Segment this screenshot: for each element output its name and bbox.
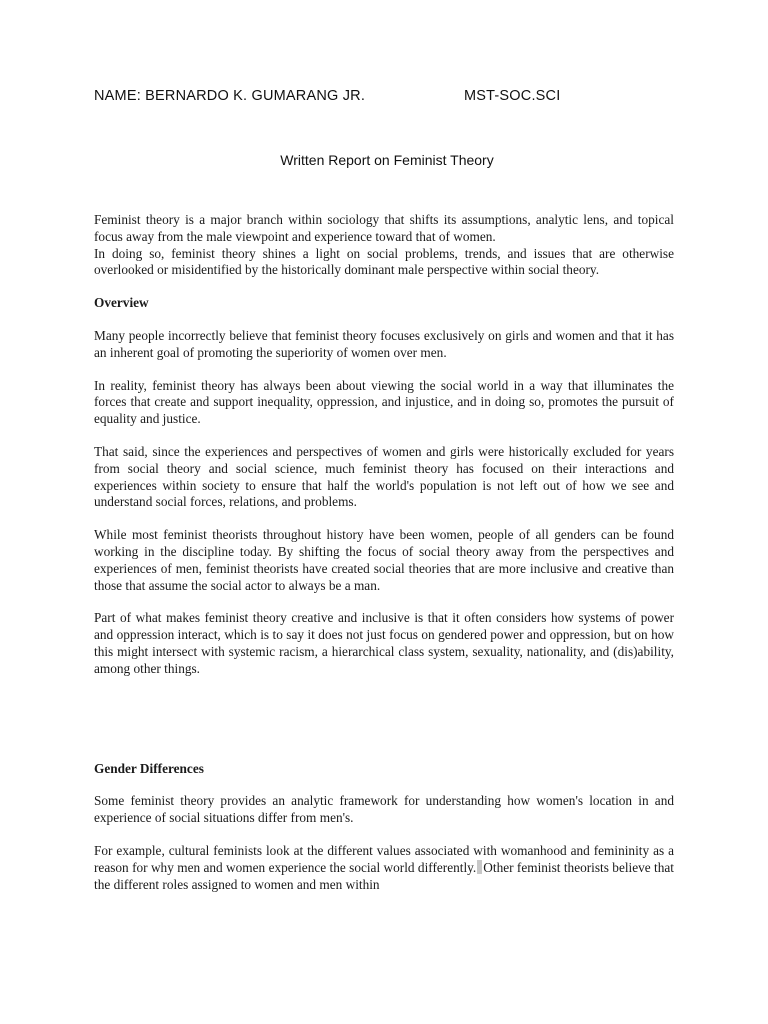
overview-paragraph: In reality, feminist theory has always been about viewing the social world in a way that illuminates the forces that create and support inequality, oppression, and injustice, and in doing so, promotes the pursuit of equality and justice. (94, 377, 674, 427)
intro-paragraph: Feminist theory is a major branch within sociology that shifts its assumptions, analytic lens, and topical focus away from the male viewpoint and experience toward that of women. (94, 212, 674, 244)
document-header (94, 88, 694, 110)
overview-paragraph: While most feminist theorists throughout history have been women, people of all genders can be found working in the discipline today. By shifting the focus of social theory away from the perspectives and experiences of men, feminist theorists have created social theories that are more inclusive and creative than those that assume the social actor to always be a man. (94, 527, 674, 593)
section-heading-overview: Overview (94, 295, 149, 311)
section-heading-gender-differences: Gender Differences (94, 760, 204, 776)
blank-space (94, 694, 674, 761)
intro-paragraph: In doing so, feminist theory shines a light on social problems, trends, and issues that are otherwise overlooked or misidentified by the historically dominant male perspective within social theory. (94, 245, 674, 278)
paragraph-text: For example, cultural feminists look at the different values associated with womanhood and femininity as a reason for why men and women experience the social world differently. (94, 842, 674, 875)
overview-paragraph: That said, since the experiences and perspectives of women and girls were historically excluded for years from social theory and social science, much feminist theory has focused on their interactions and experiences within society to ensure that half the world's population is not left out of how we see and understand social forces, relations, and problems. (94, 443, 674, 510)
document-body (94, 212, 674, 909)
text-cursor-marker (477, 860, 482, 874)
overview-paragraph: Many people incorrectly believe that feminist theory focuses exclusively on girls and women and that it has an inherent goal of promoting the superiority of women over men. (94, 327, 674, 360)
overview-paragraph: Part of what makes feminist theory creative and inclusive is that it often considers how systems of power and oppression interact, which is to say it does not just focus on gendered power and oppression, but on how this might intersect with systemic racism, a hierarchical class system, sexuality, nationality, and (dis)ability, among other things. (94, 610, 674, 676)
author-name: NAME: BERNARDO K. GUMARANG JR. (94, 88, 366, 104)
paragraph-text: Other feminist theorists believe that the different roles assigned to women and men within (94, 859, 674, 892)
gender-differences-paragraph: Some feminist theory provides an analytic framework for understanding how women's location in and experience of social situations differ from men's. (94, 793, 674, 826)
course-code: MST-SOC.SCI (464, 88, 561, 104)
gender-differences-paragraph (94, 843, 674, 893)
report-title: Written Report on Feminist Theory (280, 152, 494, 168)
